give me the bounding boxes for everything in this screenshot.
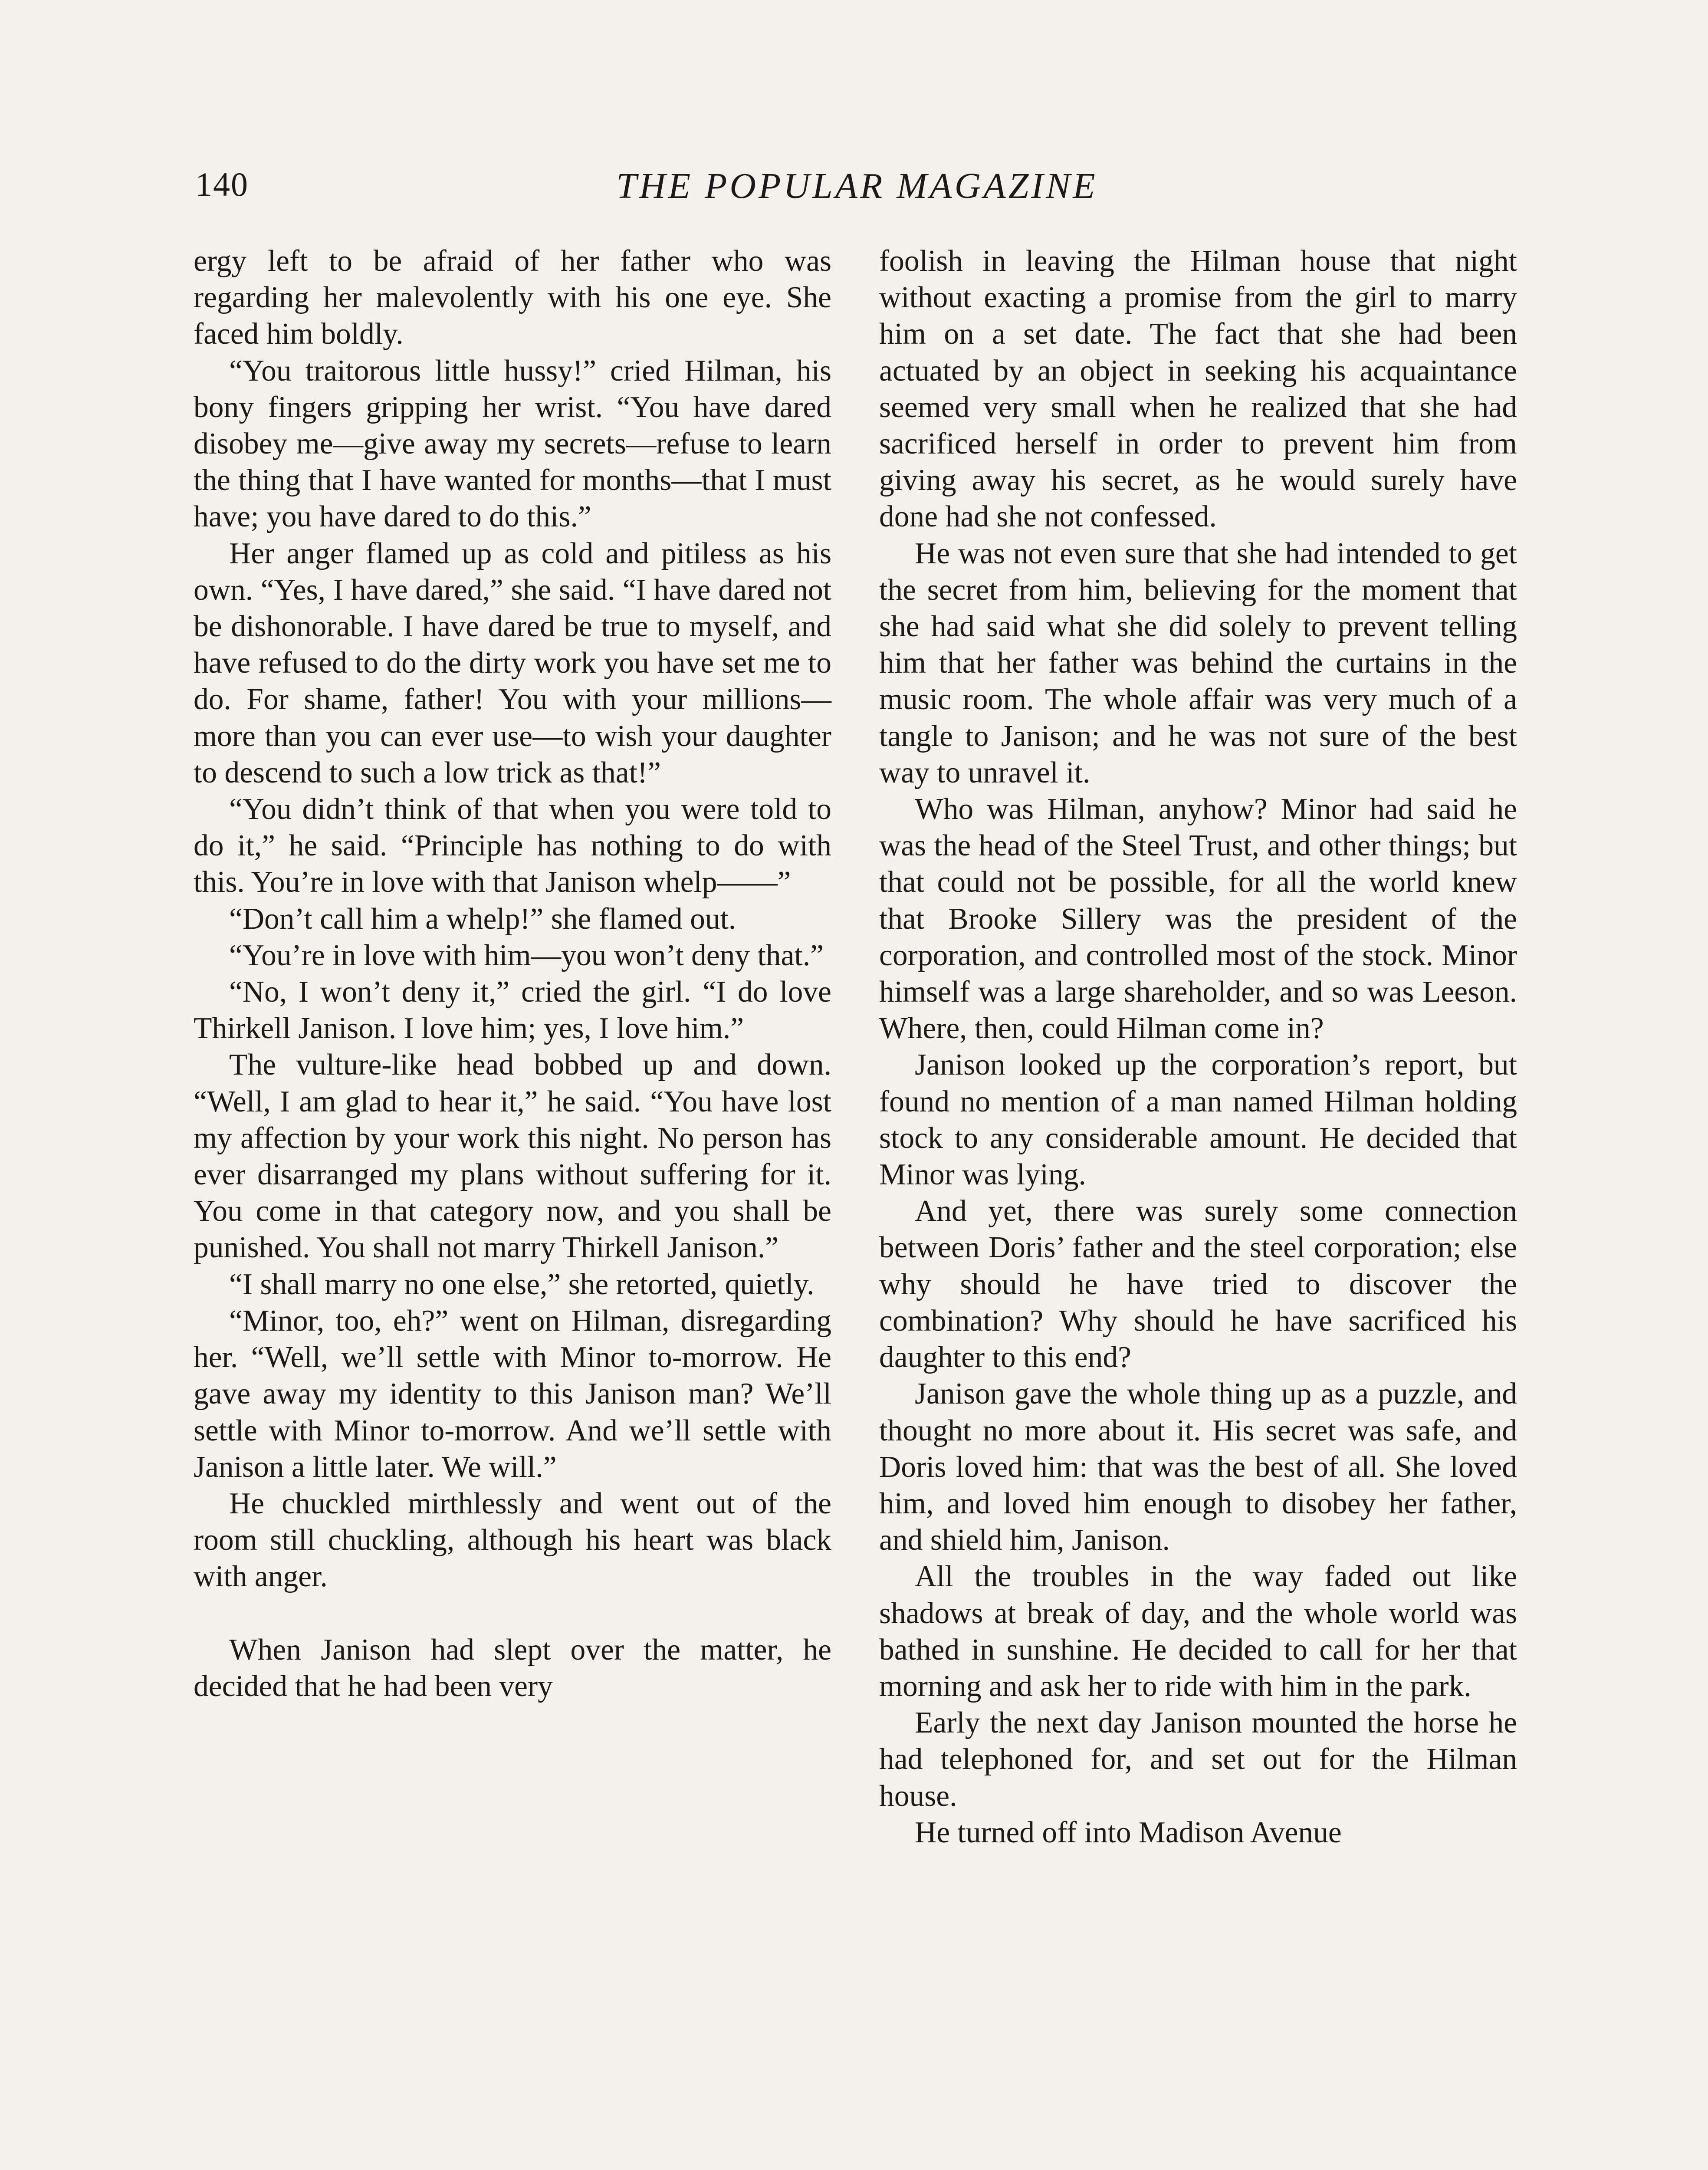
right-column [879,243,1517,1851]
paragraph: “You’re in love with him—you won’t deny that.” [229,938,824,972]
paragraph: “You traitorous little hussy!” cried Hilman, his bony fingers gripping her wrist. “You have dared disobey me—give away my secrets—refuse to learn the thing that I have wanted for months—that I must have; you have dared to do this.” [194,354,831,534]
paragraph: “No, I won’t deny it,” cried the girl. “I do love Thirkell Janison. I love him; yes, I love him.” [194,975,831,1046]
page-header [195,165,1519,213]
paragraph: “Don’t call him a whelp!” she flamed out. [229,902,736,936]
paragraph: All the troubles in the way faded out like shadows at break of day, and the whole world was bathed in sunshine. He decided to call for her that morning and ask her to ride with him in the park. [879,1560,1517,1703]
paragraph: “Minor, too, eh?” went on Hilman, disregarding her. “Well, we’ll settle with Minor to-morrow. He gave away my identity to this Janison man? We’ll settle with Minor to-morrow. And we’ll settle with Janison a little later. We will.” [194,1304,831,1484]
paragraph: “I shall marry no one else,” she retorted, quietly. [229,1267,815,1301]
running-title: THE POPULAR MAGAZINE [616,166,1098,206]
paragraph: ergy left to be afraid of her father who was regarding her malevolently with his one eye. She faced him boldly. [194,244,831,351]
paragraph: Janison looked up the corporation’s report, but found no mention of a man named Hilman holding stock to any considerable amount. He decided that Minor was lying. [879,1048,1517,1192]
paragraph: Her anger flamed up as cold and pitiless as his own. “Yes, I have dared,” she said. “I have dared not be dishonorable. I have dared be true to myself, and have refused to do the dirty work you have set me to do. For shame, father! You with your millions—more than you can ever use—to wish your daughter to descend to such a low trick as that!” [194,536,831,789]
paragraph: He chuckled mirthlessly and went out of the room still chuckling, although his heart was black with anger. [194,1486,831,1594]
paragraph: Early the next day Janison mounted the horse he had telephoned for, and set out for the Hilman house. [879,1706,1517,1813]
paragraph: Who was Hilman, anyhow? Minor had said he was the head of the Steel Trust, and other things; but that could not be possible, for all the world knew that Brooke Sillery was the president of the corporation, and controlled most of the stock. Minor himself was a large shareholder, and so was Leeson. Where, then, could Hilman come in? [879,792,1517,1046]
page-number: 140 [195,165,249,203]
paragraph: He turned off into Madison Avenue [915,1815,1342,1849]
paragraph: Janison gave the whole thing up as a puzzle, and thought no more about it. His secret was safe, and Doris loved him: that was the best of all. She loved him, and loved him enough to disobey her father, and shield him, Janison. [879,1377,1517,1557]
paragraph: The vulture-like head bobbed up and down. “Well, I am glad to hear it,” he said. “You have lost my affection by your work this night. No person has ever disarranged my plans without suffering for it. You come in that category now, and you shall be punished. You shall not marry Thirkell Janison.” [194,1048,831,1265]
left-column [194,243,831,1705]
paragraph: And yet, there was surely some connection between Doris’ father and the steel corporation; else why should he have tried to discover the combination? Why should he have sacrificed his daughter to this end? [879,1194,1517,1374]
paragraph: When Janison had slept over the matter, he decided that he had been very [194,1633,831,1703]
paragraph: “You didn’t think of that when you were told to do it,” he said. “Principle has nothing to do with this. You’re in love with that Janison whelp——” [194,792,831,899]
paragraph: foolish in leaving the Hilman house that night without exacting a promise from the girl to marry him on a set date. The fact that she had been actuated by an object in seeking his acquaintance seemed very small when he realized that she had sacrificed herself in order to prevent him from giving away his secret, as he would surely have done had she not confessed. [879,244,1517,534]
paragraph: He was not even sure that she had intended to get the secret from him, believing for the moment that she had said what she did solely to prevent telling him that her father was behind the curtains in the music room. The whole affair was very much of a tangle to Janison; and he was not sure of the best way to unravel it. [879,536,1517,789]
